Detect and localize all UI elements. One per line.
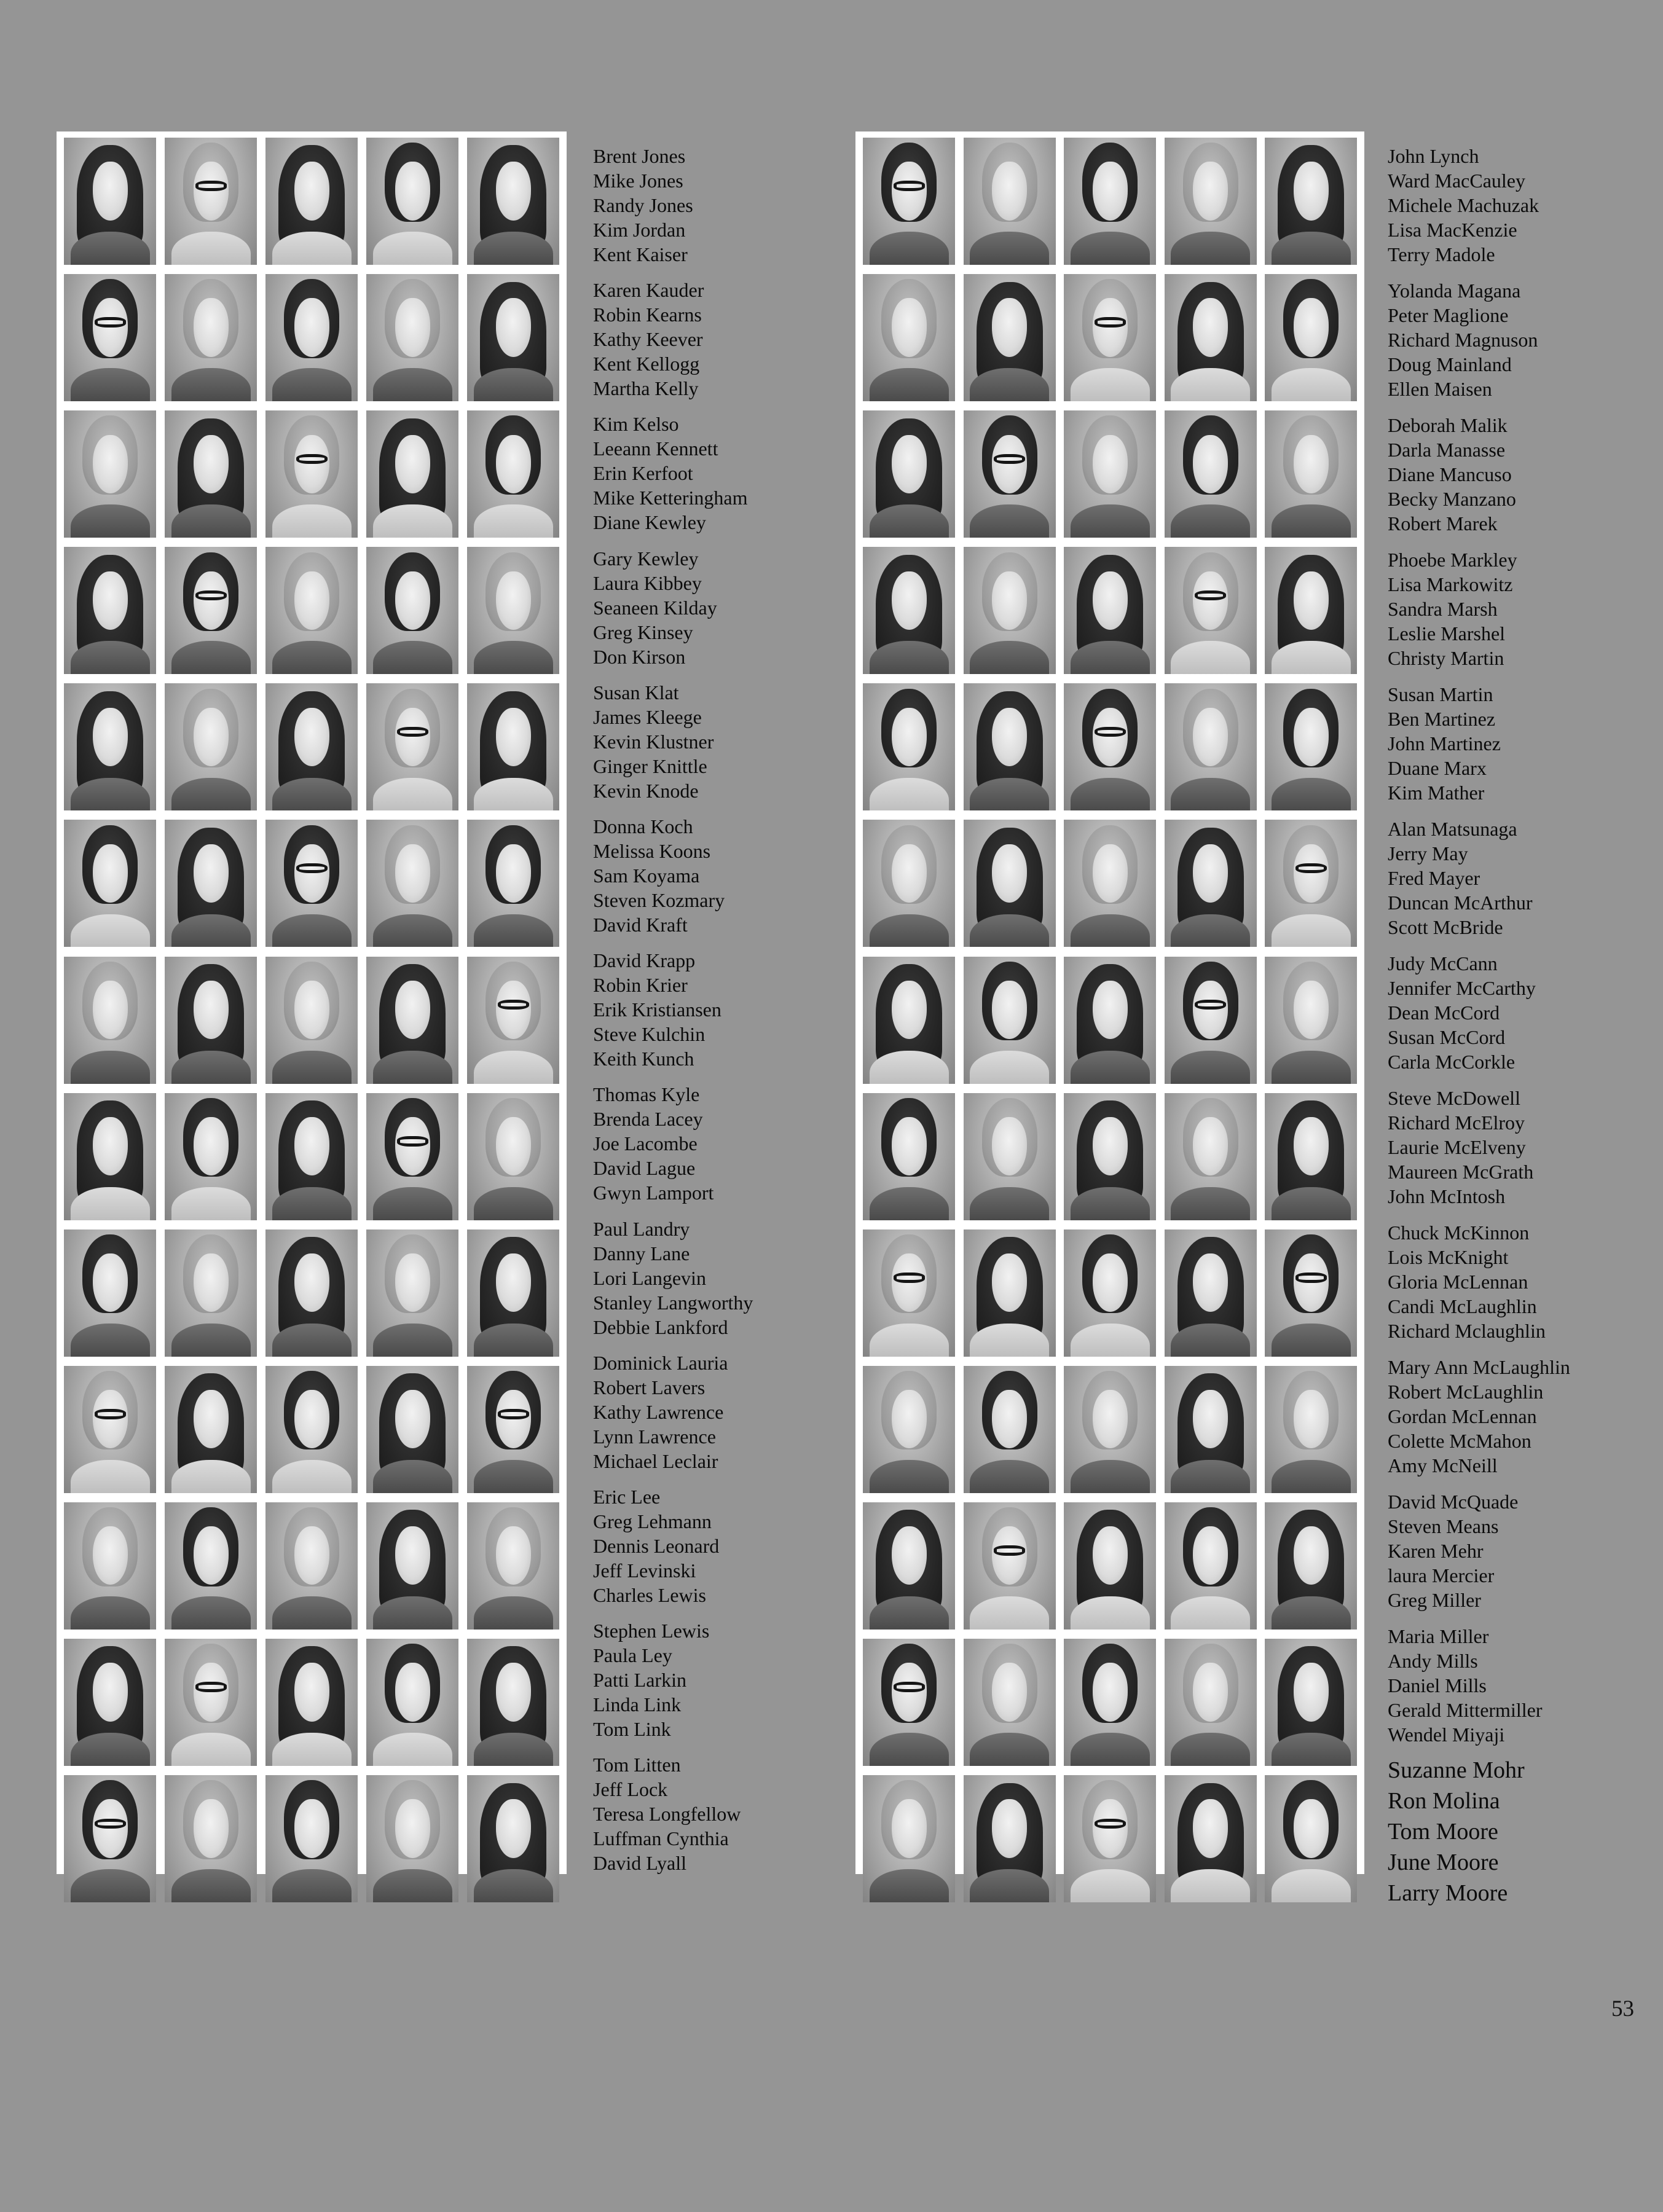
left-portrait-photo: [165, 1366, 257, 1493]
left-portrait-photo: [265, 1230, 358, 1357]
student-name: Kevin Klustner: [593, 730, 714, 753]
name-group: [593, 1618, 753, 1752]
student-name: Gwyn Lamport: [593, 1182, 714, 1204]
left-portrait-photo: [366, 547, 458, 674]
right-name-list: [1388, 144, 1570, 1906]
left-portrait-photo: [165, 957, 257, 1084]
right-portrait-photo: [1165, 1366, 1257, 1493]
student-name: Kevin Knode: [593, 779, 699, 802]
right-portrait-photo: [863, 1230, 955, 1357]
name-group: [1388, 278, 1570, 413]
right-portrait-photo: [964, 1639, 1056, 1766]
right-portrait-photo: [964, 138, 1056, 265]
student-name: Duane Marx: [1388, 757, 1487, 779]
student-name: Andy Mills: [1388, 1650, 1478, 1672]
student-name: Sandra Marsh: [1388, 598, 1498, 620]
left-name-list: [593, 144, 753, 1886]
left-portrait-photo: [165, 274, 257, 401]
student-name: Gloria McLennan: [1388, 1271, 1528, 1293]
student-name: Chuck McKinnon: [1388, 1222, 1530, 1244]
left-portrait-photo: [64, 274, 156, 401]
right-portrait-photo: [863, 1366, 955, 1493]
student-name: Jeff Lock: [593, 1778, 668, 1801]
student-name: Daniel Mills: [1388, 1674, 1487, 1696]
left-portrait-photo: [165, 1502, 257, 1630]
student-name: Joe Lacombe: [593, 1132, 698, 1155]
student-name: Susan McCord: [1388, 1026, 1506, 1048]
student-name: Martha Kelly: [593, 377, 699, 400]
left-photo-grid: [64, 138, 559, 1868]
left-portrait-photo: [366, 1775, 458, 1902]
right-portrait-photo: [1265, 1230, 1357, 1357]
right-portrait-photo: [1064, 820, 1156, 947]
student-name: Judy McCann: [1388, 952, 1498, 975]
student-name: Wendel Miyaji: [1388, 1724, 1505, 1746]
name-group: [593, 1217, 753, 1351]
right-portrait-photo: [863, 274, 955, 401]
student-name: Lynn Lawrence: [593, 1425, 716, 1448]
left-portrait-photo: [467, 1502, 559, 1630]
student-name: Tom Litten: [593, 1754, 681, 1776]
right-portrait-photo: [863, 957, 955, 1084]
left-portrait-photo: [165, 1093, 257, 1220]
student-name: Mike Ketteringham: [593, 487, 748, 509]
student-name: David Kraft: [593, 913, 688, 936]
student-name: Lois McKnight: [1388, 1246, 1509, 1268]
right-portrait-photo: [863, 1502, 955, 1630]
student-name: Ginger Knittle: [593, 755, 707, 777]
student-name: Deborah Malik: [1388, 414, 1508, 436]
student-name: Doug Mainland: [1388, 353, 1512, 375]
student-name: Karen Mehr: [1388, 1540, 1484, 1562]
left-portrait-photo: [467, 410, 559, 538]
student-name: Seaneen Kilday: [593, 596, 717, 619]
right-portrait-photo: [863, 547, 955, 674]
left-portrait-photo: [64, 1230, 156, 1357]
left-portrait-photo: [165, 547, 257, 674]
student-name: Charles Lewis: [593, 1583, 706, 1606]
name-group: [593, 1351, 753, 1484]
student-name: Tom Link: [593, 1718, 671, 1741]
student-name: Karen Kauder: [593, 279, 704, 302]
student-name: John McIntosh: [1388, 1185, 1506, 1207]
right-portrait-photo: [863, 138, 955, 265]
right-portrait-photo: [863, 1093, 955, 1220]
name-group: [1388, 1489, 1570, 1624]
student-name: Danny Lane: [593, 1242, 690, 1265]
right-portrait-photo: [1165, 957, 1257, 1084]
left-portrait-photo: [265, 1639, 358, 1766]
right-portrait-photo: [964, 957, 1056, 1084]
name-group: [1388, 547, 1570, 682]
left-portrait-photo: [64, 1093, 156, 1220]
student-name: Ben Martinez: [1388, 708, 1496, 730]
student-name: Gary Kewley: [593, 547, 699, 570]
left-portrait-photo: [366, 138, 458, 265]
student-name: Mary Ann McLaughlin: [1388, 1356, 1570, 1378]
student-name: Yolanda Magana: [1388, 280, 1521, 302]
left-portrait-photo: [64, 410, 156, 538]
right-portrait-photo: [1165, 138, 1257, 265]
student-name: Michele Machuzak: [1388, 194, 1539, 216]
student-name: Steven Kozmary: [593, 888, 725, 911]
right-portrait-photo: [1064, 274, 1156, 401]
right-portrait-photo: [964, 820, 1056, 947]
left-portrait-photo: [165, 410, 257, 538]
left-portrait-photo: [366, 1366, 458, 1493]
right-portrait-photo: [1265, 957, 1357, 1084]
right-portrait-photo: [863, 683, 955, 810]
left-portrait-photo: [467, 1366, 559, 1493]
right-portrait-photo: [863, 1639, 955, 1766]
name-group: [1388, 144, 1570, 278]
right-portrait-photo: [1265, 138, 1357, 265]
student-name: John Lynch: [1388, 145, 1479, 167]
left-portrait-photo: [265, 1775, 358, 1902]
student-name: Jennifer McCarthy: [1388, 977, 1536, 999]
student-name: Robert Marek: [1388, 512, 1498, 535]
student-name: Dennis Leonard: [593, 1534, 720, 1557]
right-portrait-photo: [1064, 1639, 1156, 1766]
name-group: [593, 144, 753, 278]
left-portrait-photo: [165, 1639, 257, 1766]
name-group: [593, 680, 753, 814]
left-portrait-photo: [467, 1230, 559, 1357]
left-portrait-photo: [265, 547, 358, 674]
student-name: Duncan McArthur: [1388, 892, 1533, 914]
left-portrait-photo: [366, 957, 458, 1084]
student-name: Scott McBride: [1388, 916, 1503, 938]
student-name: Lori Langevin: [593, 1266, 706, 1289]
student-name: Paul Landry: [593, 1217, 690, 1240]
right-portrait-photo: [1265, 1639, 1357, 1766]
student-name: June Moore: [1388, 1849, 1499, 1875]
left-portrait-photo: [366, 820, 458, 947]
left-portrait-photo: [366, 683, 458, 810]
right-portrait-photo: [1265, 274, 1357, 401]
left-portrait-photo: [467, 1093, 559, 1220]
right-portrait-photo: [964, 547, 1056, 674]
student-name: Robert McLaughlin: [1388, 1381, 1544, 1403]
student-name: David McQuade: [1388, 1491, 1519, 1513]
right-portrait-photo: [863, 820, 955, 947]
student-name: Kathy Keever: [593, 328, 703, 351]
student-name: Paula Ley: [593, 1644, 672, 1667]
right-portrait-photo: [1064, 683, 1156, 810]
left-portrait-photo: [265, 1093, 358, 1220]
name-group: [1388, 951, 1570, 1086]
left-portrait-photo: [265, 683, 358, 810]
student-name: Richard McElroy: [1388, 1112, 1525, 1134]
student-name: Ron Molina: [1388, 1788, 1500, 1814]
student-name: Kent Kellogg: [593, 353, 700, 375]
student-name: John Martinez: [1388, 732, 1501, 755]
student-name: Lisa Markowitz: [1388, 573, 1513, 595]
student-name: Steve Kulchin: [593, 1023, 706, 1046]
right-portrait-photo: [1064, 410, 1156, 538]
left-portrait-photo: [467, 274, 559, 401]
right-portrait-photo: [964, 1230, 1056, 1357]
left-portrait-photo: [64, 1775, 156, 1902]
student-name: Laura Kibbey: [593, 571, 702, 594]
left-portrait-photo: [467, 138, 559, 265]
left-portrait-photo: [467, 1639, 559, 1766]
student-name: Gerald Mittermiller: [1388, 1699, 1543, 1721]
left-portrait-photo: [265, 410, 358, 538]
student-name: Melissa Koons: [593, 839, 711, 862]
right-portrait-photo: [1064, 138, 1156, 265]
right-portrait-photo: [1165, 683, 1257, 810]
right-portrait-photo: [964, 1366, 1056, 1493]
right-portrait-photo: [1165, 1502, 1257, 1630]
name-group: [593, 1082, 753, 1216]
student-name: Phoebe Markley: [1388, 549, 1517, 571]
student-name: Patti Larkin: [593, 1669, 686, 1692]
name-group: [593, 278, 753, 412]
student-name: Darla Manasse: [1388, 439, 1506, 461]
student-name: Kim Kelso: [593, 413, 679, 436]
student-name: Leslie Marshel: [1388, 622, 1506, 645]
left-portrait-photo: [366, 1502, 458, 1630]
student-name: Linda Link: [593, 1693, 682, 1716]
student-name: Jerry May: [1388, 842, 1468, 865]
student-name: Michael Leclair: [593, 1449, 718, 1472]
right-portrait-photo: [1165, 820, 1257, 947]
student-name: laura Mercier: [1388, 1564, 1495, 1586]
name-group: [593, 948, 753, 1082]
student-name: Carla McCorkle: [1388, 1051, 1516, 1073]
name-group: [1388, 1220, 1570, 1355]
student-name: Amy McNeill: [1388, 1454, 1498, 1477]
left-portrait-photo: [265, 274, 358, 401]
right-portrait-photo: [1064, 1230, 1156, 1357]
name-group: [1388, 682, 1570, 817]
student-name: Gordan McLennan: [1388, 1405, 1537, 1427]
student-name: Richard Magnuson: [1388, 329, 1538, 351]
left-portrait-photo: [64, 1639, 156, 1766]
student-name: Becky Manzano: [1388, 488, 1516, 510]
student-name: Jeff Levinski: [593, 1559, 696, 1582]
student-name: Robin Kearns: [593, 304, 702, 326]
student-name: Erin Kerfoot: [593, 462, 693, 485]
left-portrait-photo: [366, 410, 458, 538]
left-portrait-photo: [366, 1093, 458, 1220]
name-group: [593, 814, 753, 948]
student-name: David Krapp: [593, 949, 696, 972]
student-name: David Lyall: [593, 1852, 686, 1875]
right-portrait-photo: [1165, 274, 1257, 401]
left-portrait-photo: [64, 683, 156, 810]
student-name: Kim Jordan: [593, 219, 686, 241]
student-name: Brent Jones: [593, 145, 686, 167]
name-group: [1388, 1086, 1570, 1220]
left-portrait-photo: [64, 1502, 156, 1630]
right-portrait-photo: [964, 274, 1056, 401]
right-portrait-photo: [1064, 1502, 1156, 1630]
student-name: Alan Matsunaga: [1388, 818, 1517, 840]
student-name: Debbie Lankford: [593, 1316, 728, 1338]
right-portrait-photo: [863, 410, 955, 538]
student-name: Greg Miller: [1388, 1589, 1481, 1611]
name-group: [1388, 817, 1570, 951]
student-name: Fred Mayer: [1388, 867, 1480, 889]
right-portrait-photo: [964, 1093, 1056, 1220]
left-portrait-photo: [165, 820, 257, 947]
student-name: Richard Mclaughlin: [1388, 1320, 1546, 1342]
left-portrait-photo: [467, 1775, 559, 1902]
student-name: Laurie McElveny: [1388, 1136, 1526, 1158]
student-name: Keith Kunch: [593, 1048, 694, 1070]
left-portrait-photo: [366, 1639, 458, 1766]
left-portrait-photo: [366, 274, 458, 401]
right-portrait-photo: [1265, 547, 1357, 674]
name-group: [593, 412, 753, 546]
student-name: Teresa Longfellow: [593, 1803, 741, 1826]
student-name: Dominick Lauria: [593, 1351, 728, 1374]
left-portrait-photo: [366, 1230, 458, 1357]
name-group: [1388, 1755, 1570, 1906]
student-name: Ellen Maisen: [1388, 378, 1492, 400]
student-name: Leeann Kennett: [593, 437, 718, 460]
left-photo-panel: [57, 131, 567, 1874]
right-portrait-photo: [964, 1775, 1056, 1902]
student-name: Greg Lehmann: [593, 1510, 712, 1532]
student-name: Susan Martin: [1388, 683, 1493, 705]
left-portrait-photo: [467, 957, 559, 1084]
student-name: Ward MacCauley: [1388, 170, 1525, 192]
right-portrait-photo: [1064, 1366, 1156, 1493]
right-portrait-photo: [1265, 1093, 1357, 1220]
right-portrait-photo: [1064, 547, 1156, 674]
left-portrait-photo: [467, 547, 559, 674]
right-portrait-photo: [1165, 1230, 1257, 1357]
student-name: Kent Kaiser: [593, 243, 688, 265]
student-name: Colette McMahon: [1388, 1430, 1531, 1452]
name-group: [593, 546, 753, 680]
student-name: Tom Moore: [1388, 1819, 1498, 1845]
student-name: Steve McDowell: [1388, 1087, 1520, 1109]
left-portrait-photo: [165, 138, 257, 265]
right-photo-grid: [863, 138, 1357, 1868]
right-portrait-photo: [1265, 410, 1357, 538]
right-portrait-photo: [1265, 683, 1357, 810]
right-portrait-photo: [1165, 547, 1257, 674]
student-name: Steven Means: [1388, 1515, 1499, 1537]
left-portrait-photo: [265, 1366, 358, 1493]
name-group: [1388, 413, 1570, 547]
student-name: Diane Kewley: [593, 511, 706, 534]
student-name: Peter Maglione: [1388, 304, 1509, 326]
left-portrait-photo: [265, 138, 358, 265]
left-portrait-photo: [165, 1230, 257, 1357]
student-name: Greg Kinsey: [593, 621, 693, 643]
student-name: Robin Krier: [593, 974, 688, 997]
student-name: Kim Mather: [1388, 782, 1485, 804]
name-group: [1388, 1355, 1570, 1489]
student-name: Suzanne Mohr: [1388, 1757, 1525, 1783]
left-portrait-photo: [64, 957, 156, 1084]
student-name: Candi McLaughlin: [1388, 1295, 1537, 1317]
left-portrait-photo: [64, 547, 156, 674]
student-name: Don Kirson: [593, 645, 686, 668]
student-name: Larry Moore: [1388, 1880, 1508, 1906]
student-name: Maria Miller: [1388, 1625, 1489, 1647]
right-portrait-photo: [1265, 820, 1357, 947]
student-name: Thomas Kyle: [593, 1083, 700, 1106]
right-portrait-photo: [964, 410, 1056, 538]
student-name: Lisa MacKenzie: [1388, 219, 1517, 241]
student-name: Terry Madole: [1388, 243, 1495, 265]
left-portrait-photo: [467, 683, 559, 810]
right-portrait-photo: [1165, 1639, 1257, 1766]
student-name: Mike Jones: [593, 170, 683, 192]
student-name: Randy Jones: [593, 194, 693, 216]
student-name: Dean McCord: [1388, 1002, 1500, 1024]
left-portrait-photo: [64, 820, 156, 947]
student-name: James Kleege: [593, 705, 702, 728]
right-portrait-photo: [1064, 1775, 1156, 1902]
right-portrait-photo: [1064, 957, 1156, 1084]
student-name: Sam Koyama: [593, 864, 700, 887]
right-portrait-photo: [863, 1775, 955, 1902]
page-number: 53: [1611, 1996, 1634, 2022]
left-portrait-photo: [265, 820, 358, 947]
left-portrait-photo: [64, 138, 156, 265]
student-name: Donna Koch: [593, 815, 693, 837]
student-name: Eric Lee: [593, 1485, 661, 1508]
right-portrait-photo: [1165, 1775, 1257, 1902]
left-portrait-photo: [265, 957, 358, 1084]
right-portrait-photo: [1064, 1093, 1156, 1220]
student-name: Stephen Lewis: [593, 1620, 710, 1642]
right-portrait-photo: [1165, 1093, 1257, 1220]
left-portrait-photo: [165, 683, 257, 810]
student-name: Maureen McGrath: [1388, 1161, 1534, 1183]
right-portrait-photo: [1265, 1366, 1357, 1493]
student-name: Brenda Lacey: [593, 1108, 703, 1131]
name-group: [593, 1484, 753, 1618]
right-portrait-photo: [1265, 1502, 1357, 1630]
name-group: [1388, 1624, 1570, 1759]
student-name: Diane Mancuso: [1388, 463, 1512, 485]
student-name: Robert Lavers: [593, 1376, 706, 1398]
student-name: Susan Klat: [593, 681, 679, 704]
left-portrait-photo: [265, 1502, 358, 1630]
right-portrait-photo: [964, 683, 1056, 810]
left-portrait-photo: [64, 1366, 156, 1493]
right-portrait-photo: [964, 1502, 1056, 1630]
student-name: Stanley Langworthy: [593, 1291, 753, 1314]
student-name: Christy Martin: [1388, 647, 1504, 669]
left-portrait-photo: [165, 1775, 257, 1902]
right-portrait-photo: [1165, 410, 1257, 538]
left-portrait-photo: [467, 820, 559, 947]
student-name: David Lague: [593, 1157, 696, 1180]
student-name: Luffman Cynthia: [593, 1827, 729, 1850]
student-name: Kathy Lawrence: [593, 1400, 724, 1423]
right-photo-panel: [855, 131, 1364, 1874]
name-group: [593, 1752, 753, 1886]
right-portrait-photo: [1265, 1775, 1357, 1902]
student-name: Erik Kristiansen: [593, 998, 721, 1021]
